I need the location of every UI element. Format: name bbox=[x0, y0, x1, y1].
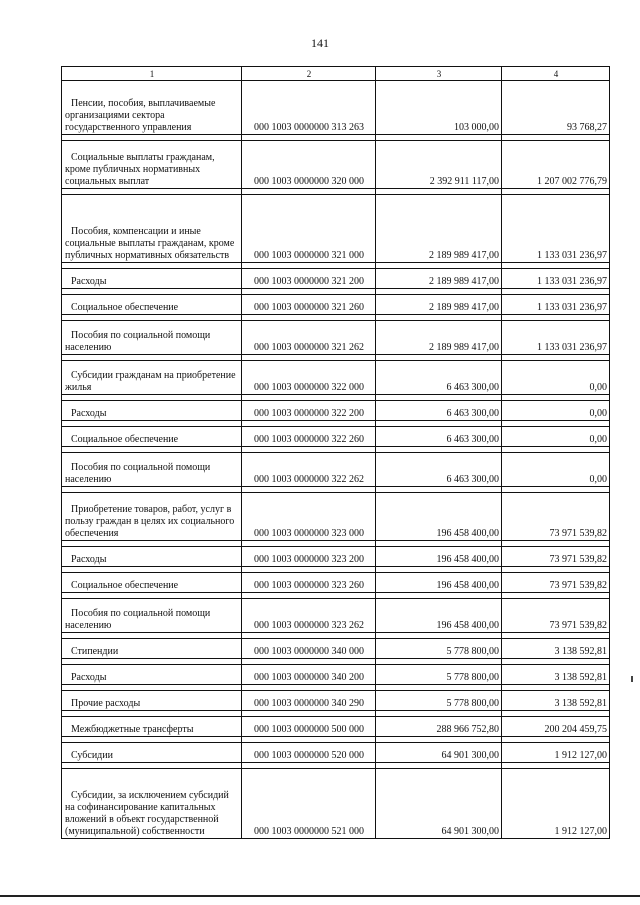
row-code: 000 1003 0000000 340 000 bbox=[242, 639, 376, 659]
table-body bbox=[62, 81, 610, 839]
row-code: 000 1003 0000000 521 000 bbox=[242, 769, 376, 839]
row-name: Пособия по социальной помощи населению bbox=[62, 599, 242, 633]
row-actual-amount: 73 971 539,82 bbox=[502, 547, 610, 567]
table-row bbox=[62, 665, 610, 685]
row-code: 000 1003 0000000 322 200 bbox=[242, 401, 376, 421]
table-row bbox=[62, 321, 610, 355]
row-plan-amount: 64 901 300,00 bbox=[376, 743, 502, 763]
row-code: 000 1003 0000000 313 263 bbox=[242, 81, 376, 135]
row-name: Социальное обеспечение bbox=[62, 573, 242, 593]
row-name: Приобретение товаров, работ, услуг в пользу граждан в целях их социального обеспечения bbox=[62, 493, 242, 541]
row-code: 000 1003 0000000 340 290 bbox=[242, 691, 376, 711]
row-plan-amount: 64 901 300,00 bbox=[376, 769, 502, 839]
table-row bbox=[62, 599, 610, 633]
row-plan-amount: 196 458 400,00 bbox=[376, 599, 502, 633]
table-row bbox=[62, 573, 610, 593]
row-code: 000 1003 0000000 321 200 bbox=[242, 269, 376, 289]
row-name: Расходы bbox=[62, 665, 242, 685]
column-header-1: 1 bbox=[62, 67, 242, 81]
row-plan-amount: 5 778 800,00 bbox=[376, 691, 502, 711]
table-row bbox=[62, 691, 610, 711]
row-actual-amount: 3 138 592,81 bbox=[502, 639, 610, 659]
row-code: 000 1003 0000000 323 262 bbox=[242, 599, 376, 633]
column-header-4: 4 bbox=[502, 67, 610, 81]
row-name: Расходы bbox=[62, 401, 242, 421]
row-actual-amount: 1 133 031 236,97 bbox=[502, 269, 610, 289]
row-plan-amount: 2 189 989 417,00 bbox=[376, 195, 502, 263]
row-actual-amount: 73 971 539,82 bbox=[502, 573, 610, 593]
row-code: 000 1003 0000000 321 000 bbox=[242, 195, 376, 263]
row-name: Пособия, компенсации и иные социальные выплаты гражданам, кроме публичных нормативных обязательств bbox=[62, 195, 242, 263]
row-plan-amount: 2 189 989 417,00 bbox=[376, 321, 502, 355]
row-plan-amount: 5 778 800,00 bbox=[376, 665, 502, 685]
row-code: 000 1003 0000000 340 200 bbox=[242, 665, 376, 685]
row-name: Пенсии, пособия, выплачиваемые организациями сектора государственного управления bbox=[62, 81, 242, 135]
table-row bbox=[62, 295, 610, 315]
row-actual-amount: 0,00 bbox=[502, 453, 610, 487]
row-plan-amount: 5 778 800,00 bbox=[376, 639, 502, 659]
row-code: 000 1003 0000000 500 000 bbox=[242, 717, 376, 737]
row-actual-amount: 93 768,27 bbox=[502, 81, 610, 135]
row-actual-amount: 1 133 031 236,97 bbox=[502, 321, 610, 355]
row-code: 000 1003 0000000 323 260 bbox=[242, 573, 376, 593]
row-actual-amount: 1 133 031 236,97 bbox=[502, 295, 610, 315]
row-code: 000 1003 0000000 321 262 bbox=[242, 321, 376, 355]
row-plan-amount: 6 463 300,00 bbox=[376, 401, 502, 421]
table-row bbox=[62, 269, 610, 289]
row-name: Пособия по социальной помощи населению bbox=[62, 453, 242, 487]
row-code: 000 1003 0000000 320 000 bbox=[242, 141, 376, 189]
table-row bbox=[62, 717, 610, 737]
row-actual-amount: 1 207 002 776,79 bbox=[502, 141, 610, 189]
row-actual-amount: 0,00 bbox=[502, 361, 610, 395]
row-name: Субсидии гражданам на приобретение жилья bbox=[62, 361, 242, 395]
row-name: Расходы bbox=[62, 547, 242, 567]
row-name: Социальное обеспечение bbox=[62, 295, 242, 315]
row-actual-amount: 1 912 127,00 bbox=[502, 743, 610, 763]
row-actual-amount: 1 912 127,00 bbox=[502, 769, 610, 839]
row-name: Пособия по социальной помощи населению bbox=[62, 321, 242, 355]
row-actual-amount: 0,00 bbox=[502, 427, 610, 447]
row-plan-amount: 196 458 400,00 bbox=[376, 573, 502, 593]
table-row bbox=[62, 401, 610, 421]
table-row bbox=[62, 453, 610, 487]
row-code: 000 1003 0000000 323 000 bbox=[242, 493, 376, 541]
row-plan-amount: 6 463 300,00 bbox=[376, 361, 502, 395]
scan-edge-mark bbox=[631, 676, 633, 682]
column-header-3: 3 bbox=[376, 67, 502, 81]
table-row bbox=[62, 361, 610, 395]
row-code: 000 1003 0000000 322 262 bbox=[242, 453, 376, 487]
page-number: 141 bbox=[311, 36, 329, 50]
row-plan-amount: 2 189 989 417,00 bbox=[376, 269, 502, 289]
row-plan-amount: 196 458 400,00 bbox=[376, 493, 502, 541]
row-name: Стипендии bbox=[62, 639, 242, 659]
row-plan-amount: 2 392 911 117,00 bbox=[376, 141, 502, 189]
row-name: Субсидии, за исключением субсидий на софинансирование капитальных вложений в объект государственной (муниципальной) собственности bbox=[62, 769, 242, 839]
row-plan-amount: 2 189 989 417,00 bbox=[376, 295, 502, 315]
row-actual-amount: 3 138 592,81 bbox=[502, 691, 610, 711]
table-row bbox=[62, 81, 610, 135]
row-code: 000 1003 0000000 323 200 bbox=[242, 547, 376, 567]
row-actual-amount: 0,00 bbox=[502, 401, 610, 421]
table-row bbox=[62, 141, 610, 189]
page-bottom-rule bbox=[0, 895, 640, 897]
row-code: 000 1003 0000000 321 260 bbox=[242, 295, 376, 315]
row-name: Субсидии bbox=[62, 743, 242, 763]
row-plan-amount: 6 463 300,00 bbox=[376, 453, 502, 487]
table-row bbox=[62, 427, 610, 447]
budget-table bbox=[61, 66, 610, 839]
row-code: 000 1003 0000000 322 000 bbox=[242, 361, 376, 395]
row-name: Социальные выплаты гражданам, кроме публичных нормативных социальных выплат bbox=[62, 141, 242, 189]
row-name: Социальное обеспечение bbox=[62, 427, 242, 447]
table-header-row bbox=[62, 67, 610, 81]
table-row bbox=[62, 743, 610, 763]
row-name: Прочие расходы bbox=[62, 691, 242, 711]
table-row bbox=[62, 493, 610, 541]
table-row bbox=[62, 195, 610, 263]
row-actual-amount: 200 204 459,75 bbox=[502, 717, 610, 737]
table-row bbox=[62, 547, 610, 567]
row-plan-amount: 196 458 400,00 bbox=[376, 547, 502, 567]
row-actual-amount: 73 971 539,82 bbox=[502, 493, 610, 541]
row-actual-amount: 73 971 539,82 bbox=[502, 599, 610, 633]
row-actual-amount: 1 133 031 236,97 bbox=[502, 195, 610, 263]
row-plan-amount: 6 463 300,00 bbox=[376, 427, 502, 447]
column-header-2: 2 bbox=[242, 67, 376, 81]
row-plan-amount: 103 000,00 bbox=[376, 81, 502, 135]
table-row bbox=[62, 639, 610, 659]
row-actual-amount: 3 138 592,81 bbox=[502, 665, 610, 685]
table-row bbox=[62, 769, 610, 839]
row-code: 000 1003 0000000 322 260 bbox=[242, 427, 376, 447]
row-name: Межбюджетные трансферты bbox=[62, 717, 242, 737]
row-code: 000 1003 0000000 520 000 bbox=[242, 743, 376, 763]
row-plan-amount: 288 966 752,80 bbox=[376, 717, 502, 737]
row-name: Расходы bbox=[62, 269, 242, 289]
